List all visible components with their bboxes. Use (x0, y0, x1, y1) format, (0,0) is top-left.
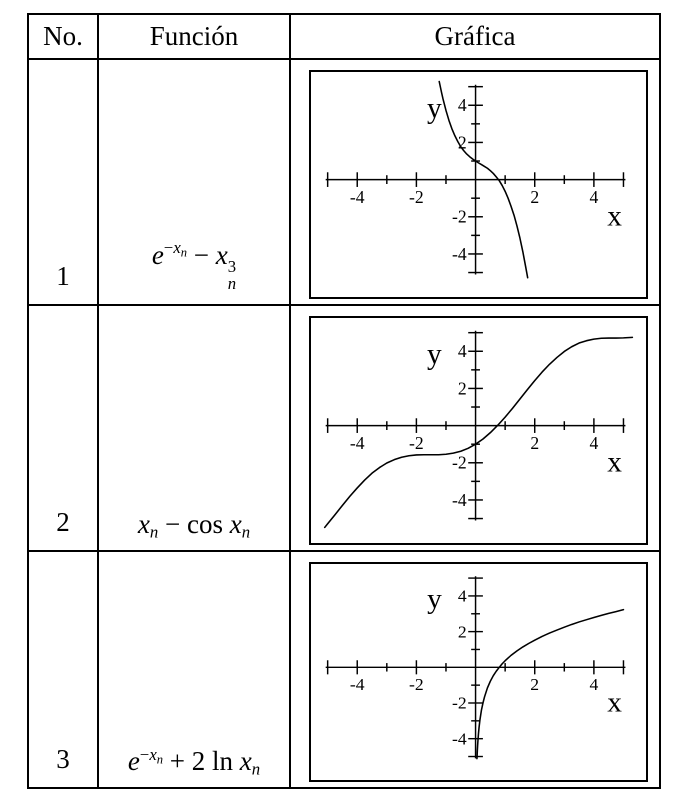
svg-text:-2: -2 (409, 433, 424, 454)
row-3-formula: $e^{-x_n} + 2$ ln xn (127, 744, 261, 779)
svg-text:2: 2 (457, 132, 467, 153)
svg-text:-4: -4 (452, 489, 467, 510)
svg-text:-2: -2 (452, 693, 467, 713)
row-3-number-cell (29, 552, 99, 787)
row-2-number-cell (29, 306, 99, 552)
svg-text:-2: -2 (452, 206, 467, 227)
svg-text:-2: -2 (409, 187, 424, 208)
svg-text:-2: -2 (452, 452, 467, 473)
row-3-formula-cell (99, 552, 291, 787)
row-1-formula-cell (99, 60, 291, 306)
header-cell-funcion (99, 15, 291, 60)
svg-text:2: 2 (457, 622, 467, 642)
svg-text:4: 4 (457, 95, 467, 116)
header-label-grafica: Gráfica (434, 21, 516, 51)
header-cell-no (29, 15, 99, 60)
svg-text:y: y (427, 338, 442, 371)
svg-text:-2: -2 (409, 675, 424, 694)
svg-text:2: 2 (530, 433, 540, 454)
svg-text:4: 4 (457, 341, 467, 362)
row-1-number: 1 (56, 261, 70, 291)
svg-text:2: 2 (457, 378, 467, 399)
svg-text:4: 4 (589, 675, 599, 694)
svg-text:y: y (427, 92, 442, 125)
function-table (27, 13, 661, 789)
row-2-number: 2 (56, 507, 70, 537)
svg-text:4: 4 (457, 586, 467, 606)
graph-1 (311, 72, 646, 297)
svg-text:-4: -4 (349, 187, 365, 208)
header-label-funcion: Función (149, 21, 239, 51)
svg-text:-4: -4 (349, 675, 365, 694)
svg-text:y: y (427, 583, 442, 615)
header-label-no: No. (43, 21, 83, 51)
row-2-graph-box (309, 316, 648, 545)
row-1-number-cell (29, 60, 99, 306)
row-2-formula: xn − cos xn (137, 509, 251, 542)
svg-text:x: x (607, 446, 623, 479)
row-2-formula-cell (99, 306, 291, 552)
svg-text:-4: -4 (452, 729, 467, 749)
row-1-graph-box (309, 70, 648, 299)
row-1-graph-cell (291, 60, 659, 306)
graph-2 (311, 318, 646, 543)
svg-text:-4: -4 (349, 433, 365, 454)
row-2-graph-cell (291, 306, 659, 552)
svg-text:x: x (607, 686, 623, 719)
row-3-graph-box (309, 562, 648, 782)
svg-text:4: 4 (589, 433, 599, 454)
header-cell-grafica (291, 15, 659, 60)
svg-text:x: x (607, 200, 623, 233)
row-1-formula: $e^{-x_n} - x$ 3 n (151, 238, 237, 293)
row-3-graph-cell (291, 552, 659, 787)
svg-text:4: 4 (589, 187, 599, 208)
svg-text:-4: -4 (452, 243, 467, 264)
graph-3 (311, 564, 646, 780)
svg-text:2: 2 (530, 187, 540, 208)
row-3-number: 3 (56, 744, 70, 774)
svg-text:2: 2 (530, 675, 540, 694)
